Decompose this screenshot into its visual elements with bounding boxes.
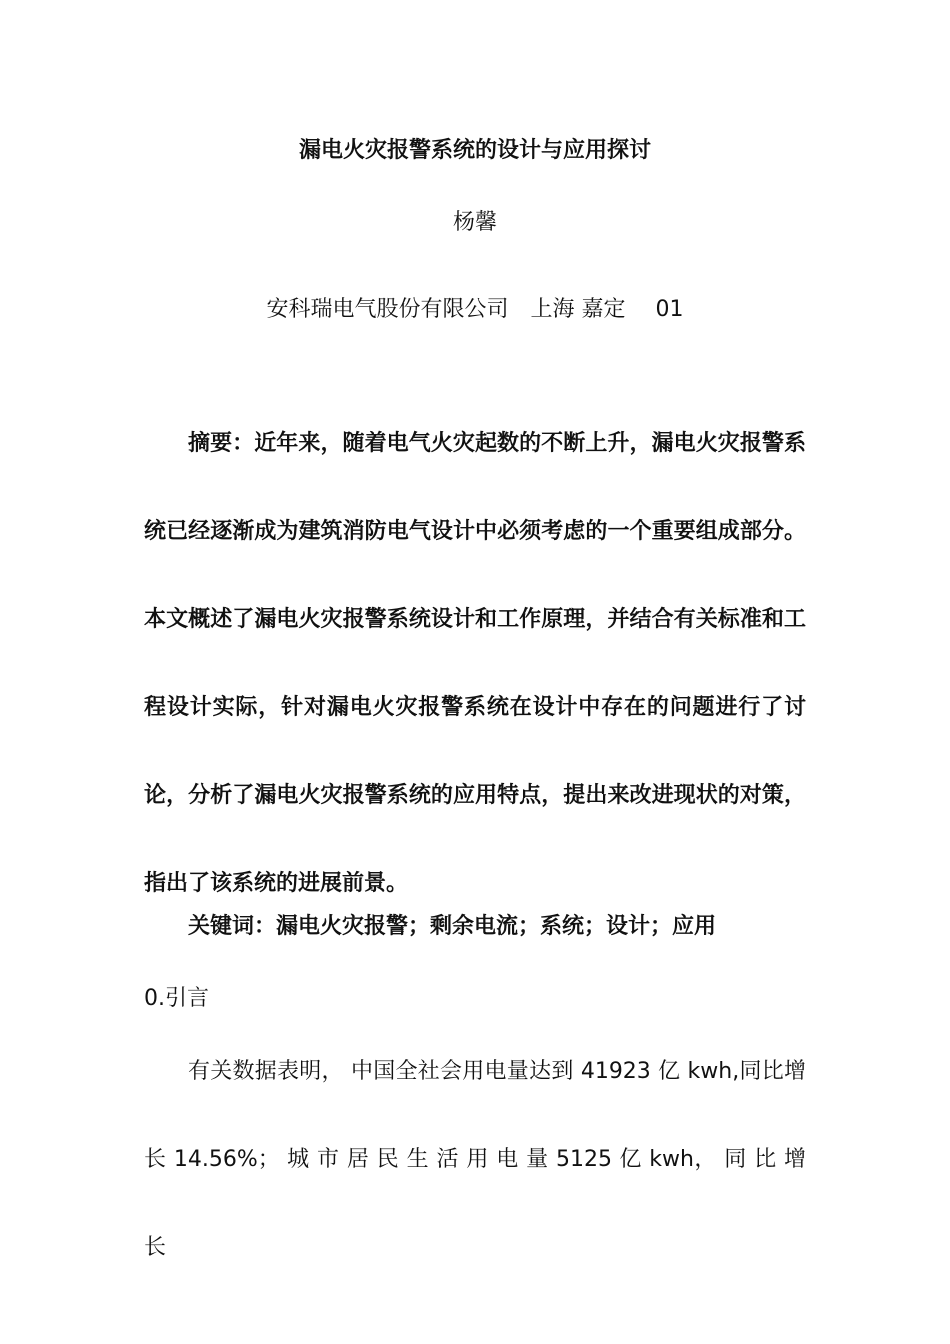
keywords-line: 关键词：漏电火灾报警；剩余电流；系统；设计；应用 [188, 914, 717, 939]
author-affiliation [0, 295, 950, 325]
introduction-paragraph: 有关数据表明， 中国全社会用电量达到 41923 亿 kwh,同比增长 14.56%； 城 市 居 民 生 活 用 电 量 5125 亿 kwh， 同 比 增 长 [144, 1059, 806, 1260]
section-heading-introduction: 0.引言 [144, 986, 209, 1011]
affiliation-code: 01 [655, 297, 684, 322]
abstract-paragraph: 摘要：近年来，随着电气火灾起数的不断上升，漏电火灾报警系统已经逐渐成为建筑消防电气设计中必须考虑的一个重要组成部分。本文概述了漏电火灾报警系统设计和工作原理，并结合有关标准和工程设计实际，针对漏电火灾报警系统在设计中存在的问题进行了讨论，分析了漏电火灾报警系统的应用特点，提出来改进现状的对策，指出了该系统的进展前景。 [144, 431, 806, 896]
author-name: 杨馨 [452, 210, 497, 235]
document-title: 漏电火灾报警系统的设计与应用探讨 [298, 138, 651, 163]
affiliation-company: 安科瑞电气股份有限公司 [266, 297, 509, 322]
affiliation-location: 上海 嘉定 [530, 297, 626, 322]
